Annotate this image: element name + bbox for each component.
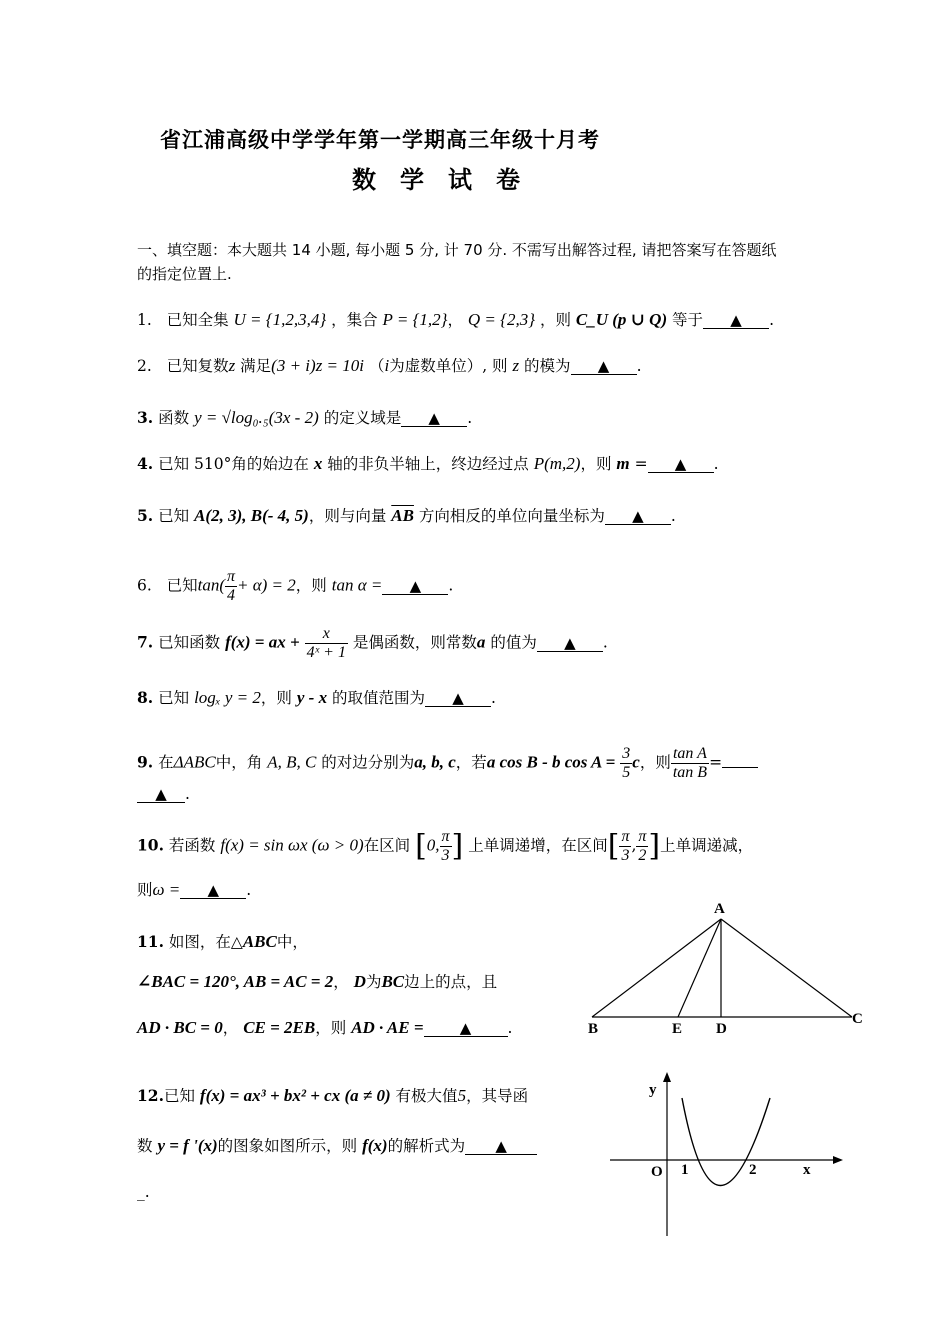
q2-var-i: i (384, 356, 390, 375)
q2-var-z: z (228, 356, 236, 375)
q5-text-a: 已知 (158, 507, 190, 525)
q1-text-c: ，则 (539, 311, 571, 329)
q11-text-f: ， (222, 1019, 239, 1037)
q10-int2-frac (619, 828, 631, 865)
q8-number: 8. (137, 688, 154, 707)
q2-eq: (3 + i)z = 10i (271, 356, 364, 375)
graph-label-y: y (649, 1082, 657, 1098)
blank-triangle-icon: ▲ (632, 507, 644, 525)
q10-int1-num: π (441, 828, 450, 845)
q6-pre: tan( (197, 575, 225, 595)
q3-text-b: 的定义域是 (323, 409, 402, 427)
q8-text-c: 的取值范围为 (332, 689, 426, 707)
q9-frac-den: 5 (622, 764, 631, 781)
q7-frac-num: x (305, 625, 348, 644)
q2-number: 2. (137, 357, 152, 375)
q11-number: 11. (137, 932, 164, 951)
q12-text-a: 已知 (163, 1087, 195, 1105)
q12-fx2: f(x) (362, 1136, 388, 1155)
blank-triangle-icon: ▲ (674, 455, 687, 473)
q7-number: 7. (137, 632, 154, 652)
q10-text-e: 则 (137, 881, 153, 899)
q5-points: A(2, 3), B(- 4, 5) (194, 506, 309, 525)
q9-triangle: ΔABC (173, 752, 216, 772)
q9-var-c: c (632, 752, 640, 772)
fig-label-d: D (716, 1021, 727, 1037)
q1-set-q: Q = {2,3} (467, 310, 535, 329)
q1-set-u: U = {1,2,3,4} (233, 310, 327, 329)
section-intro-line1: 一、填空题：本大题共 14 小题, 每小题 5 分, 计 70 分. 不需写出解答过程, 请把答案写在答题纸 (137, 241, 777, 259)
q11-cond3: CE = 2EB (243, 1018, 316, 1037)
q11-bc: BC (381, 972, 405, 991)
q12-text-d: 数 (137, 1137, 153, 1155)
q1-sep: ， (447, 311, 463, 329)
q10-int1-a: 0, (426, 835, 440, 855)
q1-set-p: P = {1,2} (382, 310, 448, 329)
q1-answer-blank (703, 312, 769, 329)
q10-text-a: 若函数 (168, 836, 216, 855)
q12-text-c: ，其导函 (466, 1087, 529, 1105)
q3-answer-blank (401, 410, 467, 427)
q6-post: + α) = 2 (237, 575, 296, 595)
q10-int3-frac (636, 828, 648, 865)
blank-triangle-icon: ▲ (155, 785, 167, 803)
q2-var-z2: z (512, 356, 520, 375)
q10-int2-den: 3 (621, 847, 630, 864)
q5-number: 5. (137, 506, 154, 525)
q4-var-m: m (616, 454, 630, 473)
q5-answer-blank (605, 508, 671, 525)
q8-answer-blank (425, 690, 491, 707)
q12-number: 12. (137, 1086, 164, 1105)
q9-text-a: 在 (158, 753, 174, 772)
q9-angles: A, B, C (267, 752, 317, 772)
fig-line-ae (678, 919, 721, 1017)
q8-expr: logₓ y = 2 (194, 688, 261, 707)
q9-ratio-num: tan A (671, 745, 709, 764)
question-5: 5. 已知 A(2, 3), B(- 4, 5)，则与向量 $\overline{AB}$ 方向相反的单位向量坐标为 ▲ . (137, 506, 676, 525)
q4-text-b: 轴的非负半轴上，终边经过点 (327, 455, 529, 473)
question-12-line3 (137, 1182, 150, 1202)
q9-text-d: ，若 (455, 753, 487, 772)
question-10: 10. 若函数 f(x) = sin ωx (ω > 0)在区间 [0, $\frac{\pi}{3}$ ] 上单调递增，在区间[ $\frac{\pi}{3}$ , $\frac{\pi}{2}$ ]上单调递减， (137, 828, 754, 864)
blank-triangle-icon: ▲ (452, 689, 464, 707)
derivative-graph (605, 1068, 850, 1243)
q10-omega: ω = (152, 880, 181, 899)
q9-equals: = (709, 753, 723, 772)
q10-text-b: 在区间 (363, 836, 411, 855)
q7-text-b: 是偶函数，则常数 (352, 633, 477, 652)
q4-answer-blank (648, 456, 714, 473)
q12-dfx: y = f '(x) (157, 1136, 218, 1155)
q12-text-f: 的解析式为 (387, 1137, 466, 1155)
q1-text-b: ，集合 (331, 311, 378, 329)
q12-answer-blank (465, 1138, 537, 1155)
q1-text-a: 已知全集 (166, 311, 229, 329)
blank-triangle-icon: ▲ (564, 633, 576, 652)
q10-text-c: 上单调递增，在区间 (468, 836, 608, 855)
q10-number: 10. (137, 835, 164, 855)
fig-line-ab (592, 919, 721, 1017)
q11-text-g: ，则 (315, 1019, 347, 1037)
q9-number: 9. (137, 752, 154, 772)
q10-int3-den: 2 (638, 847, 647, 864)
q9-fraction (620, 745, 632, 782)
question-12 (137, 1086, 528, 1106)
q9-text-b: 中，角 (215, 753, 263, 772)
question-8: 8. 已知 logₓ y = 2，则 y - x 的取值范围为 ▲ . (137, 688, 496, 707)
question-11 (137, 932, 308, 952)
q2-text-a: 已知复数 (166, 357, 229, 375)
q6-number: 6. (137, 576, 152, 595)
q11-text-c: ， (333, 973, 349, 991)
q4-text-a: 已知 510°角的始边在 (158, 455, 309, 473)
q7-fraction (305, 625, 348, 662)
question-3: 3. 函数 y = √log₀.₅(3x - 2) 的定义域是 ▲ . (137, 408, 473, 427)
q6-expr: tan α = (331, 575, 383, 595)
question-1: 1. 已知全集 U = {1,2,3,4} ，集合 P = {1,2}， Q = {2,3} ，则 C_U (p ∪ Q) 等于 ▲ . (137, 310, 774, 329)
question-10-cont: 则ω = ▲ . (137, 880, 252, 899)
question-9-cont: ▲ . (137, 784, 190, 804)
question-9 (137, 745, 758, 782)
q6-answer-blank (382, 578, 448, 595)
blank-triangle-icon: ▲ (409, 576, 422, 595)
q7-text-a: 已知函数 (158, 633, 221, 652)
fig-label-c: C (852, 1011, 863, 1027)
question-11-line2 (137, 972, 497, 992)
q11-abc: ABC (242, 932, 277, 951)
q8-expr2: y - x (296, 688, 328, 707)
graph-label-2: 2 (749, 1162, 757, 1178)
graph-label-origin: O (651, 1164, 663, 1180)
graph-label-1: 1 (681, 1162, 689, 1178)
q4-eq: = (634, 455, 648, 473)
q11-text-b: 中， (276, 933, 308, 951)
blank-triangle-icon: ▲ (459, 1019, 472, 1037)
q9-ratio-den: tan B (672, 764, 708, 781)
q7-answer-blank (537, 635, 603, 652)
q5-text-b: ，则与向量 (308, 507, 387, 525)
triangle-figure (580, 895, 870, 1040)
q2-text-e: 的模为 (524, 357, 571, 375)
q10-int2-num: π (621, 828, 630, 845)
q8-text-b: ，则 (260, 689, 292, 707)
section-intro-line2: 的指定位置上. (137, 265, 232, 283)
y-axis-arrow-icon (663, 1072, 671, 1082)
q11-cond1: ∠BAC = 120°, AB = AC = 2 (137, 972, 334, 991)
q2-text-c: （ (368, 357, 385, 375)
q4-number: 4. (137, 454, 154, 473)
q10-int3-num: π (638, 828, 647, 845)
exam-title: 省江浦高级中学学年第一学期高三年级十月考 (160, 128, 600, 152)
q3-expr: y = √log₀.₅(3x - 2) (194, 408, 319, 427)
q1-expr: C_U (p ∪ Q) (575, 310, 668, 329)
q2-text-d: 为虚数单位）, 则 (389, 357, 508, 375)
question-6: 6. 已知tan( $\frac{\pi}{4}$ + α) = 2，则 tan α = ▲ . (137, 568, 454, 604)
q9-text-c: 的对边分别为 (321, 753, 415, 772)
question-12-line2 (137, 1136, 537, 1156)
q8-text-a: 已知 (158, 689, 190, 707)
q9-eq: a cos B - b cos A = (486, 752, 616, 772)
question-2: 2. 已知复数z 满足(3 + i)z = 10i （i为虚数单位）, 则 z 的模为 ▲ . (137, 356, 642, 375)
x-axis-arrow-icon (833, 1156, 843, 1164)
fig-line-ac (721, 919, 852, 1017)
q9-frac-num: 3 (622, 745, 631, 762)
q12-text-e: 的图象如图所示，则 (217, 1137, 358, 1155)
q9-sides: a, b, c (414, 752, 456, 772)
q12-fx: f(x) = ax³ + bx² + cx (a ≠ 0) (199, 1086, 391, 1105)
blank-triangle-icon: ▲ (730, 311, 742, 329)
q12-text-b: 有极大值 (395, 1087, 458, 1105)
blank-triangle-icon: ▲ (597, 357, 610, 375)
question-4: 4. 已知 510°角的始边在 x 轴的非负半轴上，终边经过点 P(m,2)，则 m = ▲ . (137, 454, 719, 473)
q12-five: 5 (457, 1086, 467, 1105)
graph-label-x: x (803, 1162, 811, 1178)
fig-label-a: A (714, 901, 725, 917)
q4-var-x: x (313, 454, 323, 473)
q6-fraction (225, 568, 237, 605)
question-7: 7. 已知函数 f(x) = ax + $\frac{x}{\text{4ˣ + 1}}$ 是偶函数，则常数a 的值为 ▲ . (137, 625, 608, 661)
q10-comma: , (631, 836, 637, 855)
q11-ask: AD · AE = (351, 1018, 424, 1037)
exam-subtitle: 数学试卷 (352, 166, 544, 194)
q12-text-g: _. (137, 1183, 150, 1201)
q1-text-d: 等于 (672, 311, 704, 329)
graph-parabola (682, 1098, 770, 1186)
q9-ratio (671, 745, 709, 782)
q6-text-a: 已知 (166, 576, 198, 595)
question-11-line3: AD · BC = 0， CE = 2EB，则 AD · AE = ▲ . (137, 1018, 513, 1037)
q6-text-b: ，则 (295, 576, 327, 595)
q1-number: 1. (137, 311, 152, 329)
q4-point: P(m,2) (533, 454, 581, 473)
blank-triangle-icon: ▲ (495, 1137, 507, 1155)
q10-answer-blank (180, 882, 246, 899)
q11-text-e: 边上的点，且 (404, 973, 498, 991)
q2-answer-blank (571, 358, 637, 375)
q5-text-c: 方向相反的单位向量坐标为 (418, 507, 605, 525)
q3-number: 3. (137, 408, 154, 427)
q5-vector-ab: $\overline{AB}$ (391, 506, 414, 525)
q11-var-d: D (353, 972, 366, 991)
fig-label-b: B (588, 1021, 599, 1037)
q9-text-e: ，则 (639, 753, 671, 772)
q11-text-a: 如图，在△ (168, 933, 243, 951)
q11-cond2: AD · BC = 0 (137, 1018, 223, 1037)
q10-fx: f(x) = sin ωx (ω > 0) (220, 835, 364, 855)
q3-text-a: 函数 (158, 409, 190, 427)
q10-text-d: 上单调递减， (660, 836, 754, 855)
q10-int1-den: 3 (441, 847, 450, 864)
q7-text-c: 的值为 (490, 633, 537, 652)
q4-text-c: ，则 (580, 455, 612, 473)
q10-int1-frac (440, 828, 452, 865)
q7-var-a: a (476, 632, 486, 652)
q7-frac-den: 4ˣ + 1 (306, 644, 346, 661)
fig-label-e: E (672, 1021, 683, 1037)
q2-text-b: 满足 (240, 357, 272, 375)
blank-triangle-icon: ▲ (207, 881, 220, 899)
q9-answer-blank (137, 786, 185, 803)
q11-answer-blank (424, 1020, 508, 1037)
q7-lhs: f(x) = ax + (225, 632, 300, 652)
q11-text-d: 为 (365, 973, 382, 991)
blank-triangle-icon: ▲ (428, 409, 440, 427)
q6-frac-num: π (226, 568, 235, 585)
q6-frac-den: 4 (226, 587, 235, 604)
